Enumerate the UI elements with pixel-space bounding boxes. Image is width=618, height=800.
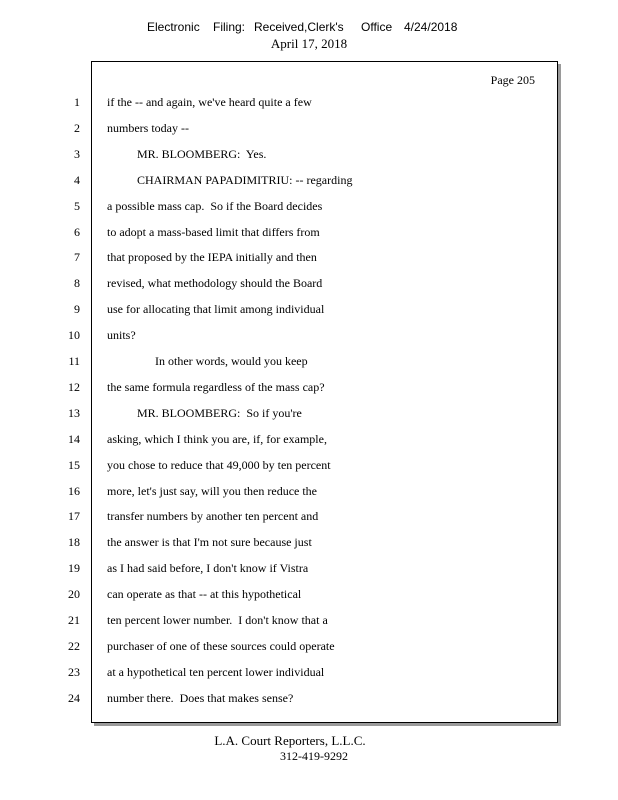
court-reporter-name: L.A. Court Reporters, L.L.C. xyxy=(214,733,366,748)
line-text: the same formula regardless of the mass cap? xyxy=(107,379,325,394)
line-text: purchaser of one of these sources could operate xyxy=(107,638,335,653)
line-text: use for allocating that limit among individual xyxy=(107,302,325,317)
line-text: the answer is that I'm not sure because just xyxy=(107,535,312,550)
line-text: In other words, would you keep xyxy=(107,354,308,368)
line-text: at a hypothetical ten percent lower individual xyxy=(107,664,325,679)
line-number: 12 xyxy=(68,379,80,394)
line-text: that proposed by the IEPA initially and then xyxy=(107,250,317,265)
line-text: CHAIRMAN PAPADIMITRIU: -- regarding xyxy=(107,172,353,187)
line-number: 7 xyxy=(74,250,80,265)
page-number: Page 205 xyxy=(490,73,535,87)
line-text: more, let's just say, will you then reduce the xyxy=(107,483,317,498)
stamp-electronic: Electronic xyxy=(147,20,200,34)
line-number: 23 xyxy=(68,664,80,679)
stamp-received: Received,Clerk's xyxy=(254,20,344,34)
line-number: 16 xyxy=(68,483,80,498)
line-text: asking, which I think you are, if, for example, xyxy=(107,431,327,446)
hearing-date: April 17, 2018 xyxy=(270,36,348,51)
line-number: 6 xyxy=(74,224,80,239)
line-number: 8 xyxy=(74,276,80,291)
line-text: you chose to reduce that 49,000 by ten percent xyxy=(107,457,331,472)
line-text: to adopt a mass-based limit that differs from xyxy=(107,224,320,239)
line-number: 20 xyxy=(68,587,80,602)
line-text: can operate as that -- at this hypothetical xyxy=(107,587,302,602)
line-text: ten percent lower number. I don't know that a xyxy=(107,613,328,627)
line-number: 14 xyxy=(68,431,80,446)
line-text: units? xyxy=(107,328,136,343)
court-reporter-phone: 312-419-9292 xyxy=(280,749,348,763)
line-text: a possible mass cap. So if the Board decides xyxy=(107,198,323,213)
line-number: 13 xyxy=(68,405,80,420)
stamp-filing: Filing: xyxy=(213,20,246,34)
line-number: 24 xyxy=(68,690,80,705)
line-number: 4 xyxy=(74,172,80,187)
line-number: 1 xyxy=(74,95,80,109)
stamp-date: 4/24/2018 xyxy=(404,20,458,34)
line-number: 9 xyxy=(74,302,80,317)
line-text: as I had said before, I don't know if Vistra xyxy=(107,561,309,576)
line-text: numbers today -- xyxy=(107,120,189,135)
line-number: 22 xyxy=(68,638,80,653)
line-number: 19 xyxy=(68,561,80,576)
line-text: if the -- and again, we've heard quite a few xyxy=(107,95,312,109)
line-text: revised, what methodology should the Board xyxy=(107,276,323,291)
line-number: 2 xyxy=(74,120,80,135)
line-number: 17 xyxy=(68,509,80,524)
line-number: 10 xyxy=(68,328,80,343)
line-text: MR. BLOOMBERG: So if you're xyxy=(107,405,302,420)
stamp-office: Office xyxy=(361,20,393,34)
line-text: transfer numbers by another ten percent and xyxy=(107,509,319,524)
line-number: 18 xyxy=(68,535,80,550)
line-number: 11 xyxy=(68,354,80,368)
line-number: 21 xyxy=(68,613,80,627)
line-text: number there. Does that makes sense? xyxy=(107,690,294,705)
line-number: 5 xyxy=(74,198,80,213)
line-text: MR. BLOOMBERG: Yes. xyxy=(107,146,267,161)
line-number: 3 xyxy=(74,146,80,161)
line-number: 15 xyxy=(68,457,80,472)
